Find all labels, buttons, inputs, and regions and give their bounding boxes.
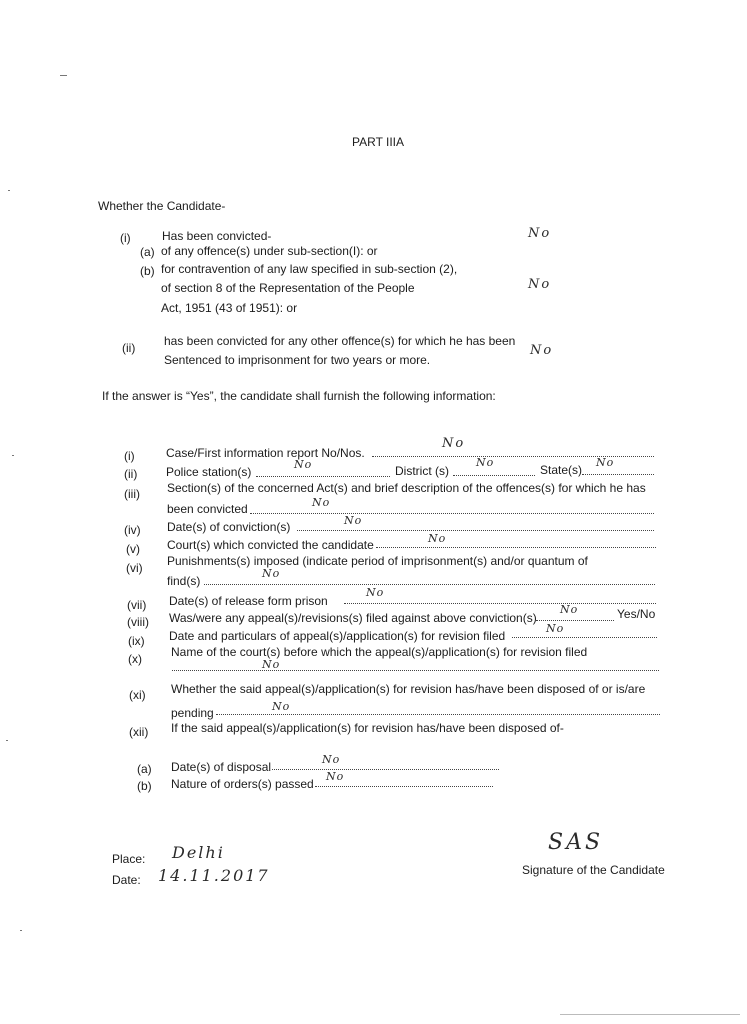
item-x-answer: No <box>262 658 281 671</box>
item-ii-answer3: No <box>596 456 615 469</box>
item-x-text: Name of the court(s) before which the appeal(s)/application(s) for revision filed <box>171 645 588 659</box>
item-x-dotted-line <box>172 670 659 671</box>
item-viii-answer: No <box>560 603 579 616</box>
item-xii-b-dotted-line <box>315 786 493 787</box>
item-ii-answer1: No <box>294 458 313 471</box>
item-xi-text2: pending <box>171 706 214 720</box>
date-label: Date: <box>112 873 141 887</box>
item-ii-text3: State(s) <box>540 463 583 477</box>
place-value: Delhi <box>172 843 225 862</box>
section-ii-number: (ii) <box>122 341 136 355</box>
item-ii-text2: District (s) <box>395 464 449 478</box>
item-vii-number: (vii) <box>127 598 147 612</box>
item-ii-dotted-line-2 <box>453 475 535 476</box>
place-label: Place: <box>112 852 146 866</box>
item-xii-a-text: Date(s) of disposal <box>171 760 272 774</box>
item-xi-number: (xi) <box>129 688 146 702</box>
scan-edge-line <box>560 1014 740 1015</box>
section-i-line1: Has been convicted- <box>162 229 272 243</box>
item-xii-a-answer: No <box>322 753 341 766</box>
item-vi-answer: No <box>262 567 281 580</box>
item-ii-answer2: No <box>476 456 495 469</box>
item-ix-dotted-line <box>512 637 657 638</box>
item-iii-answer: No <box>312 496 331 509</box>
scan-speck <box>60 75 67 76</box>
item-ii-number: (ii) <box>124 467 138 481</box>
item-ix-number: (ix) <box>128 634 145 648</box>
scan-speck <box>12 455 14 456</box>
scan-speck <box>20 930 22 931</box>
item-iii-text2: been convicted <box>167 502 248 516</box>
item-xii-a-number: (a) <box>137 762 152 776</box>
yes-instruction: If the answer is “Yes”, the candidate shall furnish the following information: <box>102 389 496 403</box>
item-ix-answer: No <box>546 622 565 635</box>
item-vii-answer: No <box>366 586 385 599</box>
item-iv-number: (iv) <box>124 523 141 537</box>
item-vii-dotted-line <box>344 603 656 604</box>
signature-label: Signature of the Candidate <box>522 863 665 877</box>
item-iii-text1: Section(s) of the concerned Act(s) and brief description of the offences(s) for which he has <box>167 481 646 495</box>
item-i-text: Case/First information report No/Nos. <box>166 446 365 460</box>
item-iv-dotted-line <box>297 530 654 531</box>
item-ii-dotted-line-1 <box>256 476 390 477</box>
item-xi-answer: No <box>272 700 291 713</box>
item-v-number: (v) <box>126 542 140 556</box>
item-x-number: (x) <box>128 652 142 666</box>
item-vi-text1: Punishments(s) imposed (indicate period of imprisonment(s) and/or quantum of <box>167 554 588 568</box>
item-ix-text: Date and particulars of appeal(s)/application(s) for revision filed <box>169 629 506 643</box>
item-viii-number: (viii) <box>127 615 149 629</box>
item-xi-dotted-line <box>216 714 660 715</box>
item-xii-b-answer: No <box>326 770 345 783</box>
item-i-number: (i) <box>124 449 135 463</box>
item-i-answer: No <box>442 436 466 451</box>
item-v-dotted-line <box>376 547 656 548</box>
page-title: PART IIIA <box>352 135 405 149</box>
section-ii-line2: Sentenced to imprisonment for two years or more. <box>164 353 431 367</box>
item-vi-dotted-line <box>204 584 655 585</box>
section-i-b-line2: of section 8 of the Representation of the People <box>161 281 415 295</box>
item-ii-text1: Police station(s) <box>166 465 252 479</box>
item-iv-text: Date(s) of conviction(s) <box>167 520 291 534</box>
section-i-number: (i) <box>120 231 131 245</box>
scan-speck <box>6 740 8 741</box>
scan-speck <box>8 190 10 191</box>
item-vii-text: Date(s) of release form prison <box>169 594 328 608</box>
section-i-b-line3: Act, 1951 (43 of 1951): or <box>161 301 298 315</box>
item-xii-number: (xii) <box>129 725 149 739</box>
item-iv-answer: No <box>344 514 363 527</box>
section-i-b-line1: for contravention of any law specified in sub-section (2), <box>161 262 458 276</box>
item-xi-text1: Whether the said appeal(s)/application(s) for revision has/have been disposed of or is/are <box>171 682 646 696</box>
item-vi-number: (vi) <box>126 561 143 575</box>
intro-text: Whether the Candidate- <box>98 199 226 213</box>
item-viii-dotted-line <box>536 620 614 621</box>
item-xii-a-dotted-line <box>272 769 499 770</box>
section-i-b-number: (b) <box>140 264 155 278</box>
answer-section-ii: No <box>530 343 554 358</box>
item-iii-number: (iii) <box>124 487 140 501</box>
item-v-text: Court(s) which convicted the candidate <box>167 538 374 552</box>
date-value: 14.11.2017 <box>158 866 270 885</box>
item-viii-text: Was/were any appeal(s)/revisions(s) filed against above conviction(s) <box>169 611 537 625</box>
item-v-answer: No <box>428 532 447 545</box>
section-ii-line1: has been convicted for any other offence(s) for which he has been <box>164 334 516 348</box>
item-vi-text2: find(s) <box>167 574 201 588</box>
answer-section-i-a: No <box>528 226 552 241</box>
section-i-a-text: of any offence(s) under sub-section(I): or <box>161 244 378 258</box>
item-xii-b-number: (b) <box>137 779 152 793</box>
item-viii-suffix: Yes/No <box>617 607 656 621</box>
item-xii-b-text: Nature of orders(s) passed <box>171 777 314 791</box>
candidate-signature: SAS <box>548 830 604 855</box>
item-iii-dotted-line <box>250 513 654 514</box>
section-i-a-number: (a) <box>140 245 155 259</box>
item-ii-dotted-line-3 <box>582 474 654 475</box>
answer-section-i-b: No <box>528 277 552 292</box>
item-xii-text: If the said appeal(s)/application(s) for revision has/have been disposed of- <box>171 721 564 735</box>
